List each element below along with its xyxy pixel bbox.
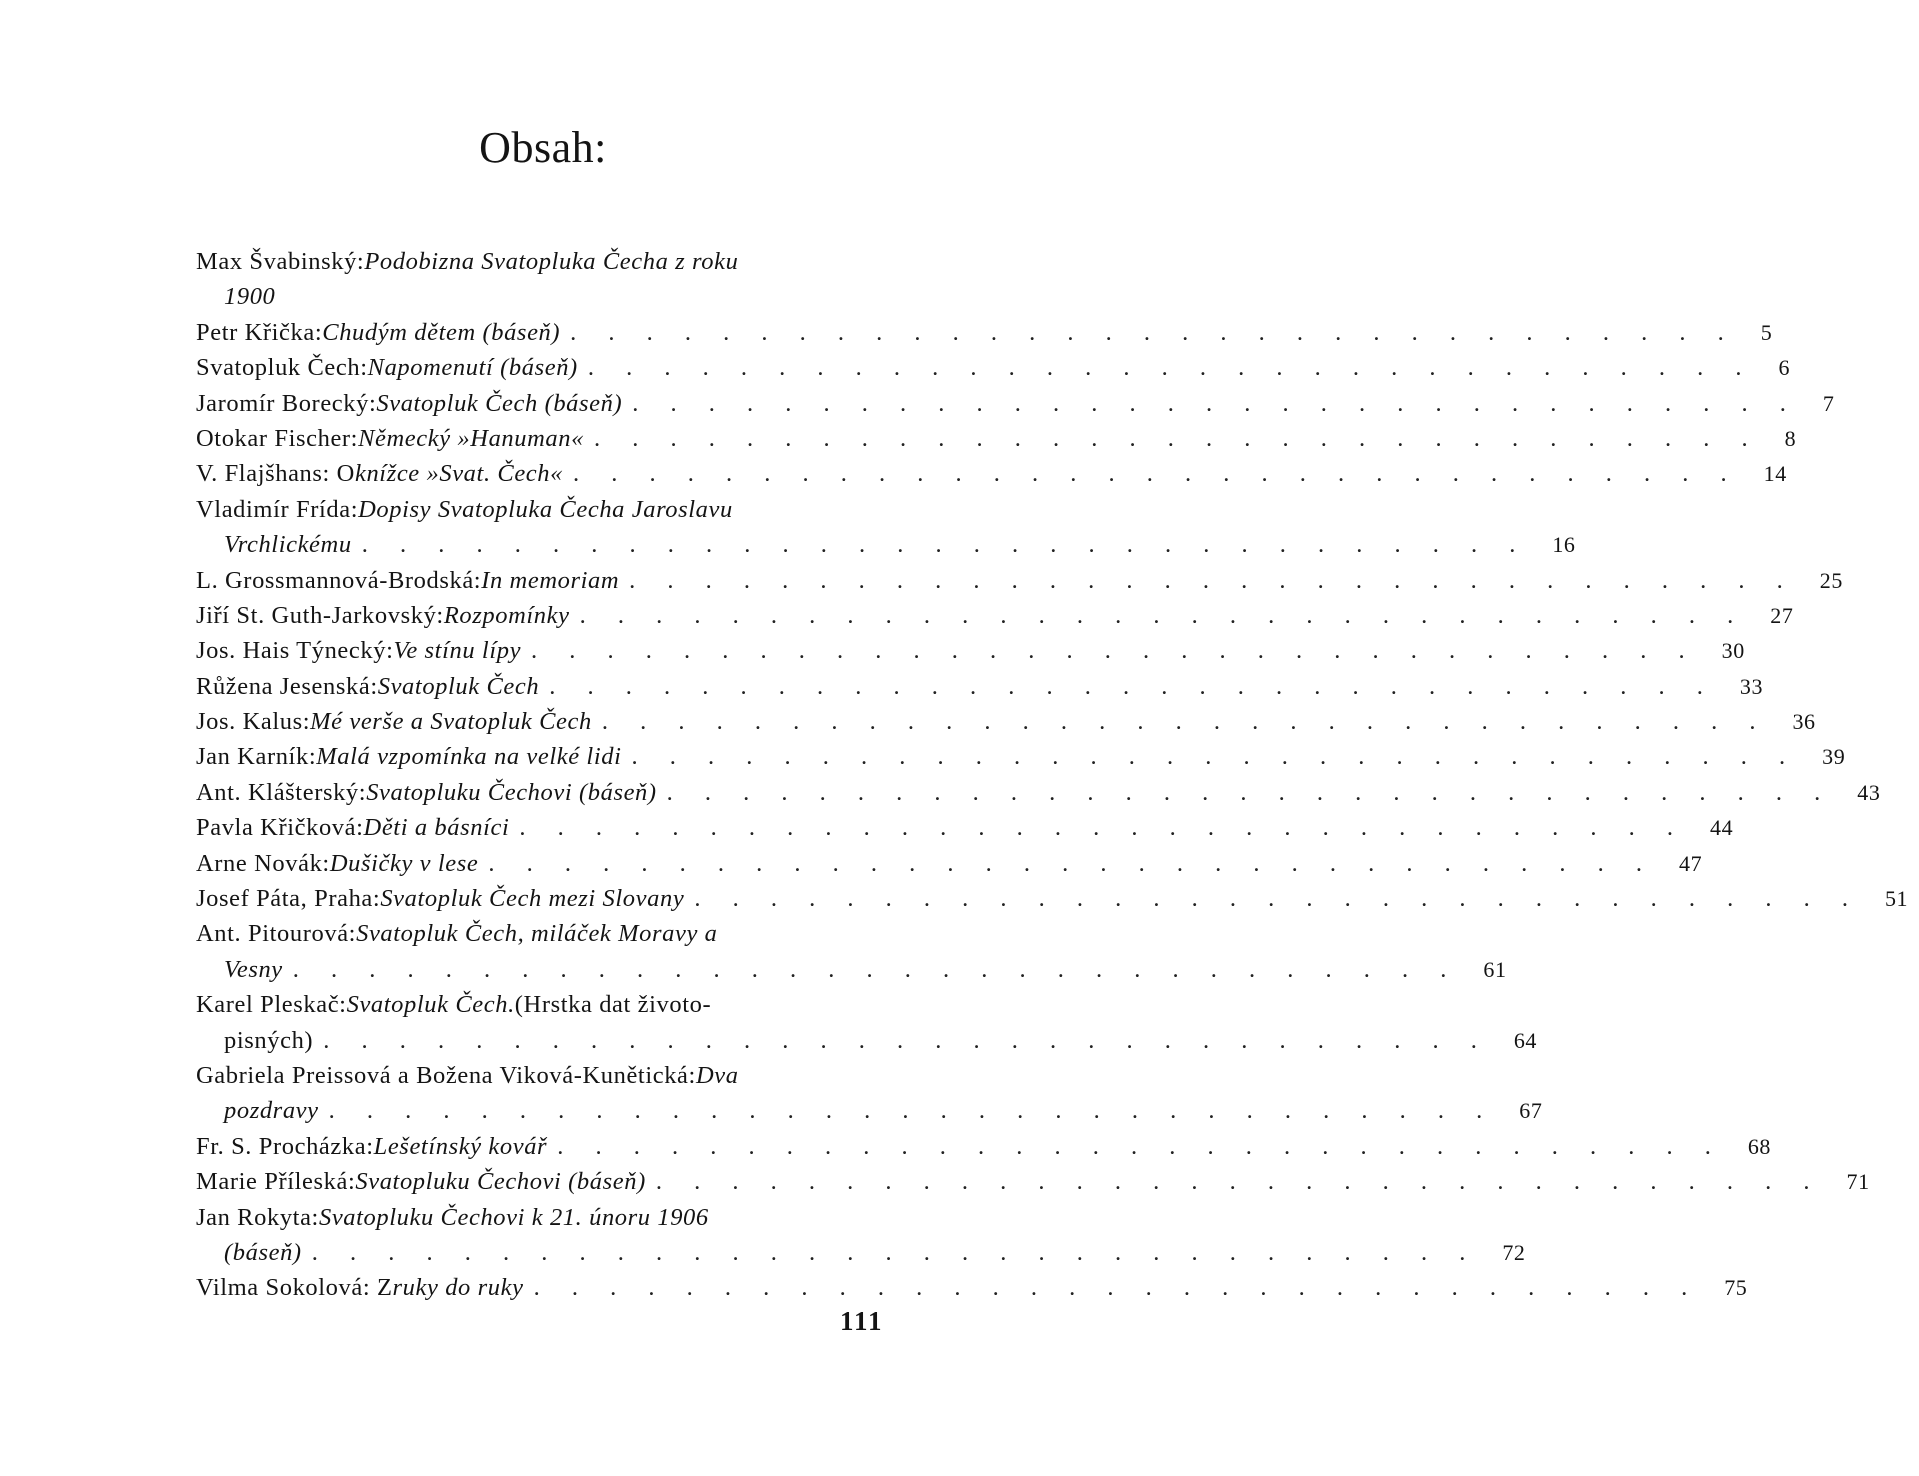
toc-entry [196, 563, 1843, 598]
toc-author: Vladimír Frída: [196, 495, 359, 523]
toc-entry-line [196, 633, 1745, 668]
toc-author: Karel Pleskač: [196, 991, 347, 1019]
toc-page-number: 51 [1884, 886, 1909, 912]
toc-entry-line [196, 492, 892, 527]
toc-work-continuation: 1900 [224, 283, 276, 311]
toc-work-title: ruky do ruky [392, 1274, 524, 1302]
dot-leaders: . . . . . . . . . . . . . . . . . . . . . . . . . . . . . . . [655, 1168, 1823, 1196]
toc-work-continuation: pozdravy [224, 1097, 319, 1125]
toc-author: Jos. Hais Týnecký: [196, 637, 394, 665]
toc-entry [196, 492, 1576, 563]
toc-entry-line [196, 669, 1764, 704]
toc-entry [196, 244, 892, 315]
toc-entry-line [196, 704, 1816, 739]
toc-author: Gabriela Preissová a Božena Viková-Kunětická: [196, 1061, 696, 1089]
dot-leaders: . . . . . . . . . . . . . . . . . . . . . . . . . . . . . . . [311, 1238, 1479, 1266]
toc-work-title: In memoriam [481, 566, 620, 594]
dot-leaders: . . . . . . . . . . . . . . . . . . . . . . . . . . . . . . . [593, 424, 1761, 452]
toc-page-number: 27 [1770, 602, 1794, 628]
toc-author: Svatopluk Čech: [196, 354, 368, 382]
toc-page-number: 64 [1513, 1027, 1538, 1053]
table-of-contents [196, 244, 1909, 1306]
toc-work-title: Rozpomínky [443, 601, 570, 629]
toc-work-title: Mé verše a Svatopluk Čech [310, 708, 592, 736]
toc-page-number: 43 [1857, 779, 1881, 805]
toc-work-title: Dopisy Svatopluka Čecha Jaroslavu [358, 495, 733, 523]
toc-author: Marie Příleská: [196, 1168, 356, 1196]
toc-entry-line [196, 1058, 892, 1093]
toc-author: Jos. Kalus: [196, 708, 311, 736]
toc-entry-line [196, 1129, 1772, 1164]
toc-work-title: Svatopluku Čechovi k 21. únoru 1906 [318, 1203, 709, 1231]
toc-work-title: Německý »Hanuman« [358, 424, 584, 452]
toc-page-number: 16 [1552, 532, 1576, 558]
dot-leaders: . . . . . . . . . . . . . . . . . . . . . . . . . . . . . . . [488, 849, 1655, 877]
toc-entry-continuation [196, 1235, 1526, 1270]
toc-entry-line [196, 1200, 892, 1235]
toc-page-number: 14 [1763, 461, 1787, 487]
toc-page-number: 75 [1724, 1275, 1748, 1301]
toc-entry [196, 1129, 1772, 1164]
toc-work-title: Chudým dětem (báseň) [322, 318, 561, 346]
toc-entry [196, 1200, 1526, 1271]
dot-leaders: . . . . . . . . . . . . . . . . . . . . . . . . . . . . . . . [632, 389, 1799, 417]
toc-entry-continuation [196, 1093, 1543, 1128]
toc-work-title: Podobizna Svatopluka Čecha z roku [364, 248, 739, 275]
dot-leaders: . . . . . . . . . . . . . . . . . . . . . . . . . . . . . . . [570, 318, 1737, 346]
dot-leaders: . . . . . . . . . . . . . . . . . . . . . . . . . . . . . . . [549, 672, 1716, 700]
toc-work-title: Dva [695, 1061, 739, 1089]
toc-entry-line [196, 1270, 1748, 1305]
toc-work-title: Svatopluk Čech mezi Slovany [380, 885, 685, 913]
toc-page-number: 7 [1822, 390, 1835, 416]
toc-work-title: Svatopluk Čech [377, 672, 540, 700]
dot-leaders: . . . . . . . . . . . . . . . . . . . . . . . . . . . . . . . [519, 814, 1687, 842]
dot-leaders: . . . . . . . . . . . . . . . . . . . . . . . . . . . . . . . [629, 566, 1796, 594]
toc-author-continuation: pisných) [224, 1026, 314, 1054]
toc-author: Jiří St. Guth-Jarkovský: [196, 601, 444, 629]
page-title: Obsah: [479, 123, 607, 172]
toc-page-number: 39 [1822, 744, 1846, 770]
toc-work-title: Svatopluk Čech. [346, 991, 515, 1019]
toc-author: Petr Křička: [196, 318, 323, 346]
toc-author-note: (Hrstka dat životo- [514, 991, 712, 1019]
toc-author: Otokar Fischer: [196, 424, 359, 452]
dot-leaders: . . . . . . . . . . . . . . . . . . . . . . . . . . . . . . . [601, 708, 1769, 736]
toc-entry [196, 704, 1816, 739]
toc-entry [196, 775, 1881, 810]
toc-author: Josef Páta, Praha: [196, 885, 381, 913]
toc-author: Fr. S. Procházka: [196, 1132, 374, 1160]
toc-author: V. Flajšhans: O [196, 460, 355, 488]
toc-entry-line [196, 563, 1843, 598]
toc-author: Jan Karník: [196, 743, 317, 771]
toc-entry [196, 598, 1794, 633]
toc-author: Jan Rokyta: [196, 1203, 319, 1231]
toc-entry-line [196, 244, 892, 279]
toc-work-continuation: Vrchlickému [224, 531, 352, 559]
toc-entry [196, 1270, 1748, 1305]
toc-entry [196, 810, 1734, 845]
toc-entry-line [196, 421, 1797, 456]
toc-entry [196, 350, 1791, 385]
toc-work-continuation: Vesny [224, 955, 283, 983]
toc-entry [196, 987, 1538, 1058]
toc-entry [196, 386, 1835, 421]
dot-leaders: . . . . . . . . . . . . . . . . . . . . . . . . . . . . . . . [328, 1097, 1496, 1125]
toc-entry-continuation [196, 1023, 1538, 1058]
dot-leaders: . . . . . . . . . . . . . . . . . . . . . . . . . . . . . . . [666, 778, 1834, 806]
toc-author: L. Grossmannová-Brodská: [196, 566, 482, 594]
dot-leaders: . . . . . . . . . . . . . . . . . . . . . . . . . . . . . . . [531, 637, 1698, 665]
toc-page-number: 67 [1519, 1098, 1543, 1124]
toc-entry-line [196, 810, 1734, 845]
toc-author: Vilma Sokolová: Z [196, 1274, 393, 1302]
toc-entry [196, 315, 1773, 350]
toc-work-title: Svatopluku Čechovi (báseň) [355, 1168, 646, 1196]
toc-author: Max Švabinský: [196, 248, 365, 275]
toc-author: Pavla Křičková: [196, 814, 364, 842]
toc-work-title: Svatopluk Čech (báseň) [376, 389, 623, 417]
toc-entry-line [196, 739, 1846, 774]
toc-entry [196, 633, 1745, 668]
toc-entry-line [196, 846, 1703, 881]
dot-leaders: . . . . . . . . . . . . . . . . . . . . . . . . . . . . . . . [533, 1274, 1701, 1302]
toc-work-continuation: (báseň) [224, 1238, 302, 1266]
toc-entry [196, 916, 1507, 987]
toc-entry [196, 739, 1846, 774]
toc-page-number: 72 [1502, 1239, 1526, 1265]
toc-entry-line [196, 386, 1835, 421]
toc-page-number: 71 [1846, 1169, 1870, 1195]
toc-entry-line [196, 598, 1794, 633]
toc-work-title: Ve stínu lípy [393, 637, 522, 665]
toc-entry [196, 846, 1703, 881]
toc-work-title: Svatopluk Čech, miláček Moravy a [356, 920, 718, 948]
toc-work-title: Dušičky v lese [329, 849, 479, 877]
dot-leaders: . . . . . . . . . . . . . . . . . . . . . . . . . . . . . . . [361, 531, 1529, 559]
dot-leaders: . . . . . . . . . . . . . . . . . . . . . . . . . . . . . . . [572, 460, 1740, 488]
dot-leaders: . . . . . . . . . . . . . . . . . . . . . . . . . . . . . . . [694, 885, 1861, 913]
toc-work-title: Děti a básníci [363, 814, 510, 842]
toc-page-number: 30 [1721, 638, 1745, 664]
toc-page-number: 6 [1778, 355, 1791, 381]
toc-entry-line [196, 916, 892, 951]
dot-leaders: . . . . . . . . . . . . . . . . . . . . . . . . . . . . . . . [579, 601, 1747, 629]
toc-author: Ant. Klášterský: [196, 778, 367, 806]
toc-entry-continuation [196, 527, 1576, 562]
toc-author: Arne Novák: [196, 849, 330, 877]
dot-leaders: . . . . . . . . . . . . . . . . . . . . . . . . . . . . . . . [323, 1026, 1490, 1054]
toc-entry-line [196, 350, 1791, 385]
toc-work-title: Svatopluku Čechovi (báseň) [366, 778, 657, 806]
toc-page-number: 44 [1710, 815, 1734, 841]
toc-entry-line [196, 775, 1881, 810]
toc-page-number: 68 [1747, 1133, 1772, 1159]
toc-page-number: 36 [1792, 709, 1816, 735]
toc-entry [196, 456, 1787, 491]
dot-leaders: . . . . . . . . . . . . . . . . . . . . . . . . . . . . . . . [557, 1132, 1724, 1160]
dot-leaders: . . . . . . . . . . . . . . . . . . . . . . . . . . . . . . . [587, 354, 1755, 382]
toc-page-number: 47 [1678, 850, 1703, 876]
toc-page-number: 5 [1760, 319, 1773, 345]
toc-entry [196, 1164, 1870, 1199]
toc-author: Jaromír Borecký: [196, 389, 377, 417]
toc-entry [196, 1058, 1543, 1129]
page-number: 111 [840, 1306, 884, 1336]
toc-entry [196, 421, 1797, 456]
toc-entry-line [196, 881, 1909, 916]
toc-entry-continuation [196, 279, 892, 314]
toc-author: Růžena Jesenská: [196, 672, 378, 700]
toc-page-number: 25 [1819, 567, 1843, 593]
toc-entry [196, 881, 1909, 916]
toc-entry [196, 669, 1764, 704]
toc-page-number: 8 [1784, 425, 1797, 451]
toc-work-title: Napomenutí (báseň) [367, 354, 578, 382]
toc-entry-line [196, 456, 1787, 491]
dot-leaders: . . . . . . . . . . . . . . . . . . . . . . . . . . . . . . . [292, 955, 1460, 983]
toc-page-number: 33 [1739, 673, 1764, 699]
toc-entry-line [196, 987, 892, 1022]
toc-work-title: knížce »Svat. Čech« [354, 460, 563, 488]
dot-leaders: . . . . . . . . . . . . . . . . . . . . . . . . . . . . . . . [631, 743, 1799, 771]
toc-author: Ant. Pitourová: [196, 920, 357, 948]
toc-work-title: Lešetínský kovář [373, 1132, 548, 1160]
toc-work-title: Malá vzpomínka na velké lidi [316, 743, 622, 771]
toc-entry-line [196, 1164, 1870, 1199]
toc-entry-line [196, 315, 1773, 350]
toc-entry-continuation [196, 952, 1507, 987]
toc-page-number: 61 [1483, 956, 1507, 982]
